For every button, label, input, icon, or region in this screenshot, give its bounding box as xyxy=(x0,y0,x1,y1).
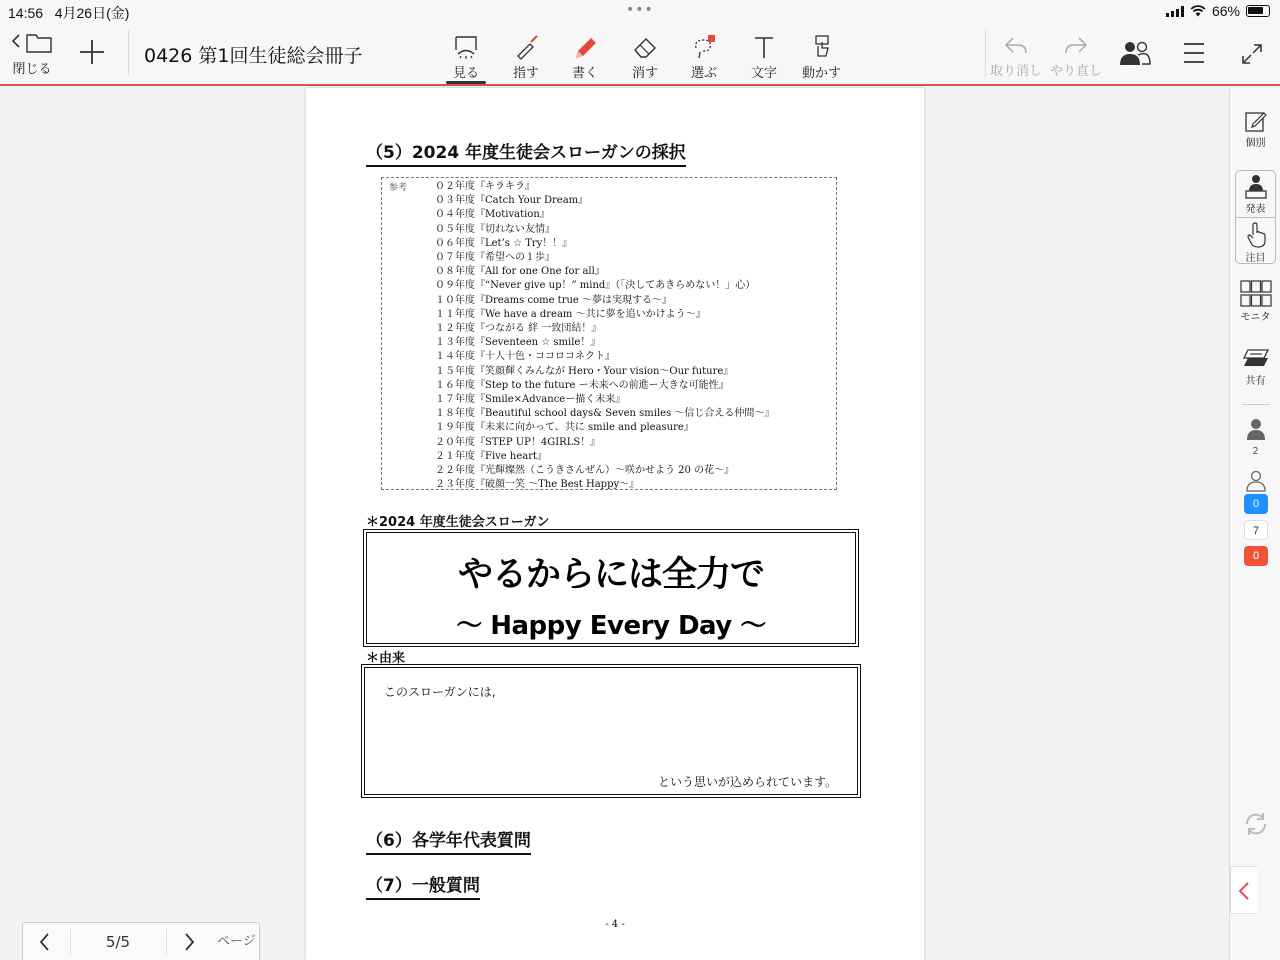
list-item: １４年度『十人十色・ココロコネクト』 xyxy=(435,351,615,363)
undo-button[interactable]: 取り消し xyxy=(990,34,1042,79)
redo-icon xyxy=(1062,34,1090,58)
toolbar-divider xyxy=(985,30,986,76)
tool-view[interactable]: 見る xyxy=(452,34,480,81)
list-item: １１年度『We have a dream ～共に夢を追いかけよう～』 xyxy=(435,308,706,320)
chevron-right-icon xyxy=(179,923,199,960)
lasso-select-icon xyxy=(690,34,718,60)
tool-erase[interactable]: 消す xyxy=(631,34,659,81)
tool-write[interactable]: 書く xyxy=(571,34,599,81)
user-outline xyxy=(1230,470,1280,492)
status-bar xyxy=(0,0,1280,24)
reference-box xyxy=(381,177,837,490)
list-item: ０６年度『Let’s ☆ Try！！』 xyxy=(435,237,573,249)
share-layers-icon xyxy=(1242,346,1270,372)
origin-intro-text: このスローガンには, xyxy=(384,685,496,699)
chevron-left-icon xyxy=(35,923,55,960)
right-sidebar xyxy=(1229,88,1280,960)
list-item: １５年度『笑顔輝くみんなが Hero・Your vision～Our future』 xyxy=(435,365,734,377)
origin-outro-text: という思いが込められています。 xyxy=(657,775,837,789)
list-item: ０２年度『キラキラ』 xyxy=(435,181,535,192)
pen-icon xyxy=(571,34,599,60)
heading-section-5: （5）2024 年度生徒会スローガンの採択 xyxy=(366,143,686,167)
move-hand-icon xyxy=(808,34,836,60)
menu-button[interactable] xyxy=(1181,40,1207,66)
multitask-dots[interactable]: ••• xyxy=(626,2,654,18)
heading-section-7: （7）一般質問 xyxy=(366,876,480,900)
toolbar xyxy=(0,24,1280,86)
origin-heading: ＊由来 xyxy=(366,651,406,666)
wifi-icon xyxy=(1190,5,1206,17)
page-indicator[interactable]: 5/5 xyxy=(105,933,131,951)
list-item: １２年度『つながる 絆 一致団結！』 xyxy=(435,323,602,335)
slogan-main-text: やるからには全力で xyxy=(457,555,764,595)
eraser-icon xyxy=(631,34,659,60)
undo-icon xyxy=(1002,34,1030,58)
list-item: ０４年度『Motivation』 xyxy=(435,209,550,221)
expand-icon xyxy=(1240,42,1264,66)
add-button[interactable] xyxy=(78,38,106,66)
list-item: ０８年度『All for one One for all』 xyxy=(435,266,605,278)
slogan-heading: ＊2024 年度生徒会スローガン xyxy=(366,515,550,530)
sidebar-item-monitor[interactable]: モニタ xyxy=(1230,280,1280,323)
active-tool-indicator xyxy=(446,81,486,84)
tool-move[interactable]: 動かす xyxy=(802,34,841,81)
slogan-sub-text: ～ Happy Every Day ～ xyxy=(456,611,766,641)
next-page-button[interactable] xyxy=(179,923,203,960)
hand-pointer-icon xyxy=(1243,221,1269,249)
user-count: 2 xyxy=(1230,418,1280,457)
cellular-signal-icon xyxy=(1166,6,1184,17)
count-badge-white: 7 xyxy=(1244,520,1268,540)
user-outline-icon xyxy=(1245,470,1267,492)
reference-label: 参考 xyxy=(389,183,408,193)
origin-box xyxy=(364,667,858,795)
list-item: １０年度『Dreams come true ～夢は実現する～』 xyxy=(435,294,673,306)
past-slogans-list xyxy=(435,180,774,492)
redo-button[interactable]: やり直し xyxy=(1050,34,1102,79)
folder-back-icon xyxy=(10,30,54,56)
count-badge-blue: 0 xyxy=(1244,494,1268,514)
sidebar-item-attention[interactable]: 注目 xyxy=(1230,221,1280,264)
count-badge-red: 0 xyxy=(1244,546,1268,566)
list-item: ０９年度『“Never give up！” mind』（「決してあきらめない！」心） xyxy=(435,280,756,292)
list-item: １６年度『Step to the future ー未来への前進ー大きな可能性』 xyxy=(435,379,729,391)
tool-select[interactable]: 選ぶ xyxy=(690,34,718,81)
heading-section-6: （6）各学年代表質問 xyxy=(366,831,531,855)
hamburger-menu-icon xyxy=(1181,40,1207,66)
list-item: １９年度『未来に向かって、共に smile and pleasure』 xyxy=(435,422,694,434)
fullscreen-button[interactable] xyxy=(1240,42,1264,66)
list-item: １７年度『Smile×Advanceー描く未来』 xyxy=(435,394,626,406)
status-time: 14:56 4月26日(金) xyxy=(8,5,130,21)
page-navigator xyxy=(22,922,260,960)
list-item: ０７年度『希望への１歩』 xyxy=(435,252,555,264)
tool-point[interactable]: 指す xyxy=(512,34,540,81)
slogan-box xyxy=(366,532,856,644)
sync-button[interactable] xyxy=(1230,810,1280,838)
tool-text[interactable]: 文字 xyxy=(750,34,778,81)
list-item: １３年度『Seventeen ☆ smile！』 xyxy=(435,337,601,349)
sidebar-collapse-button[interactable] xyxy=(1230,866,1257,914)
individual-edit-icon xyxy=(1243,108,1269,134)
chevron-left-icon xyxy=(1231,867,1258,915)
plus-icon xyxy=(78,38,106,66)
monitor-grid-icon xyxy=(1240,280,1272,308)
list-item: ０５年度『切れない友情』 xyxy=(435,223,555,235)
sidebar-item-individual[interactable]: 個別 xyxy=(1230,108,1280,149)
close-button[interactable]: 閉じる xyxy=(10,30,54,77)
laser-pointer-icon xyxy=(512,34,540,60)
users-icon xyxy=(1118,38,1152,68)
document-title[interactable]: 0426 第1回生徒総会冊子 xyxy=(144,45,363,67)
sidebar-divider xyxy=(1242,404,1270,405)
text-icon xyxy=(750,34,778,60)
toolbar-divider xyxy=(128,30,129,76)
participants-button[interactable] xyxy=(1118,38,1152,68)
sidebar-item-share[interactable]: 共有 xyxy=(1230,346,1280,387)
user-icon xyxy=(1245,418,1267,442)
pager-divider xyxy=(166,929,167,955)
battery-percent: 66% xyxy=(1211,3,1240,19)
presenter-icon xyxy=(1243,174,1269,200)
sync-icon xyxy=(1242,810,1270,838)
prev-page-button[interactable] xyxy=(35,923,59,960)
view-icon xyxy=(452,34,480,60)
page-number: - 4 - xyxy=(605,919,625,930)
list-item: ２２年度『光輝燦然（こうきさんぜん）～咲かせよう 20 の花～』 xyxy=(435,465,735,477)
list-item: １８年度『Beautiful school days& Seven smiles ～信じ合える仲間～』 xyxy=(435,408,775,420)
list-item: ０３年度『Catch Your Dream』 xyxy=(435,195,589,207)
sidebar-item-present[interactable]: 発表 xyxy=(1230,174,1280,215)
battery-icon xyxy=(1246,5,1270,17)
page-label: ページ xyxy=(217,934,256,949)
list-item: ２１年度『Five heart』 xyxy=(435,450,548,462)
document-page[interactable] xyxy=(306,88,924,960)
status-right xyxy=(1166,3,1270,19)
list-item: ２０年度『STEP UP！4GIRLS！』 xyxy=(435,436,601,448)
list-item: ２３年度『破顔一笑 ～The Best Happy～』 xyxy=(435,479,640,491)
